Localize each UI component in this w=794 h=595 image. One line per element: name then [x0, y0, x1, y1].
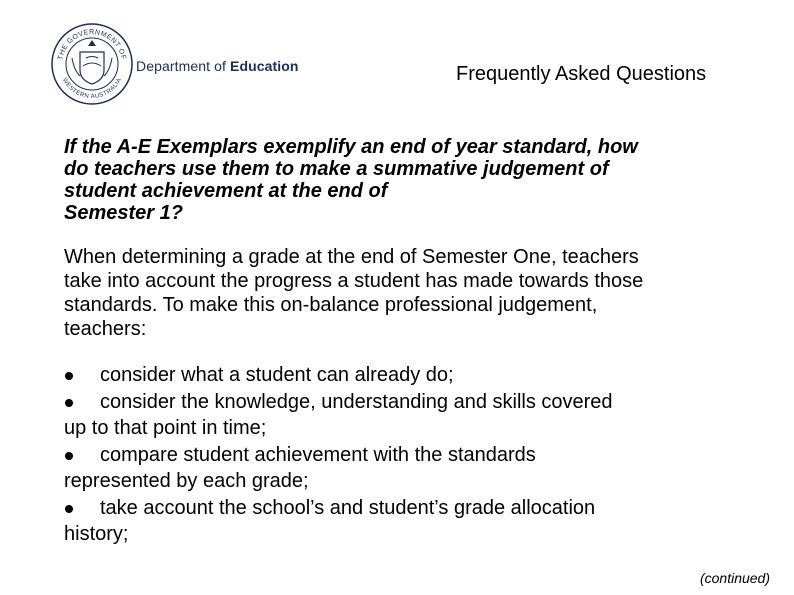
faq-question	[64, 136, 784, 224]
page-title: Frequently Asked Questions	[456, 63, 707, 85]
answer-intro	[64, 245, 784, 341]
crest-top-text: THE GOVERNMENT OF	[57, 28, 127, 61]
crest-bottom-text: WESTERN AUSTRALIA	[60, 77, 124, 101]
list-item-continuation: history;	[64, 523, 129, 545]
list-item-continuation: up to that point in time;	[64, 417, 267, 439]
question-line: do teachers use them to make a summative judgement of	[64, 158, 609, 180]
list-item	[64, 389, 784, 416]
bullet-list	[64, 362, 784, 548]
list-item-text: take account the school’s and student’s grade allocation	[100, 496, 596, 519]
list-item-text: consider the knowledge, understanding and skills covered	[100, 390, 613, 413]
continued-label: (continued)	[699, 570, 770, 586]
list-item-continuation: represented by each grade;	[64, 470, 309, 492]
department-name	[136, 58, 299, 74]
intro-line: teachers:	[64, 318, 147, 340]
intro-line: take into account the progress a student has made towards those	[64, 270, 644, 292]
list-item	[64, 495, 784, 522]
intro-line: When determining a grade at the end of Semester One, teachers	[64, 246, 639, 268]
intro-line: standards. To make this on-balance professional judgement,	[64, 294, 598, 316]
list-item-text: compare student achievement with the standards	[100, 443, 536, 466]
wa-government-crest-icon	[50, 22, 134, 106]
list-item-text: consider what a student can already do;	[100, 364, 454, 386]
svg-text:WESTERN AUSTRALIA	[61, 77, 123, 100]
question-line: student achievement at the end of	[64, 180, 388, 202]
department-prefix: Department of	[136, 58, 230, 74]
question-line: Semester 1?	[64, 202, 183, 224]
question-line: If the A-E Exemplars exemplify an end of year standard, how	[64, 136, 638, 158]
list-item	[64, 362, 784, 389]
department-bold: Education	[230, 58, 299, 74]
list-item	[64, 442, 784, 469]
